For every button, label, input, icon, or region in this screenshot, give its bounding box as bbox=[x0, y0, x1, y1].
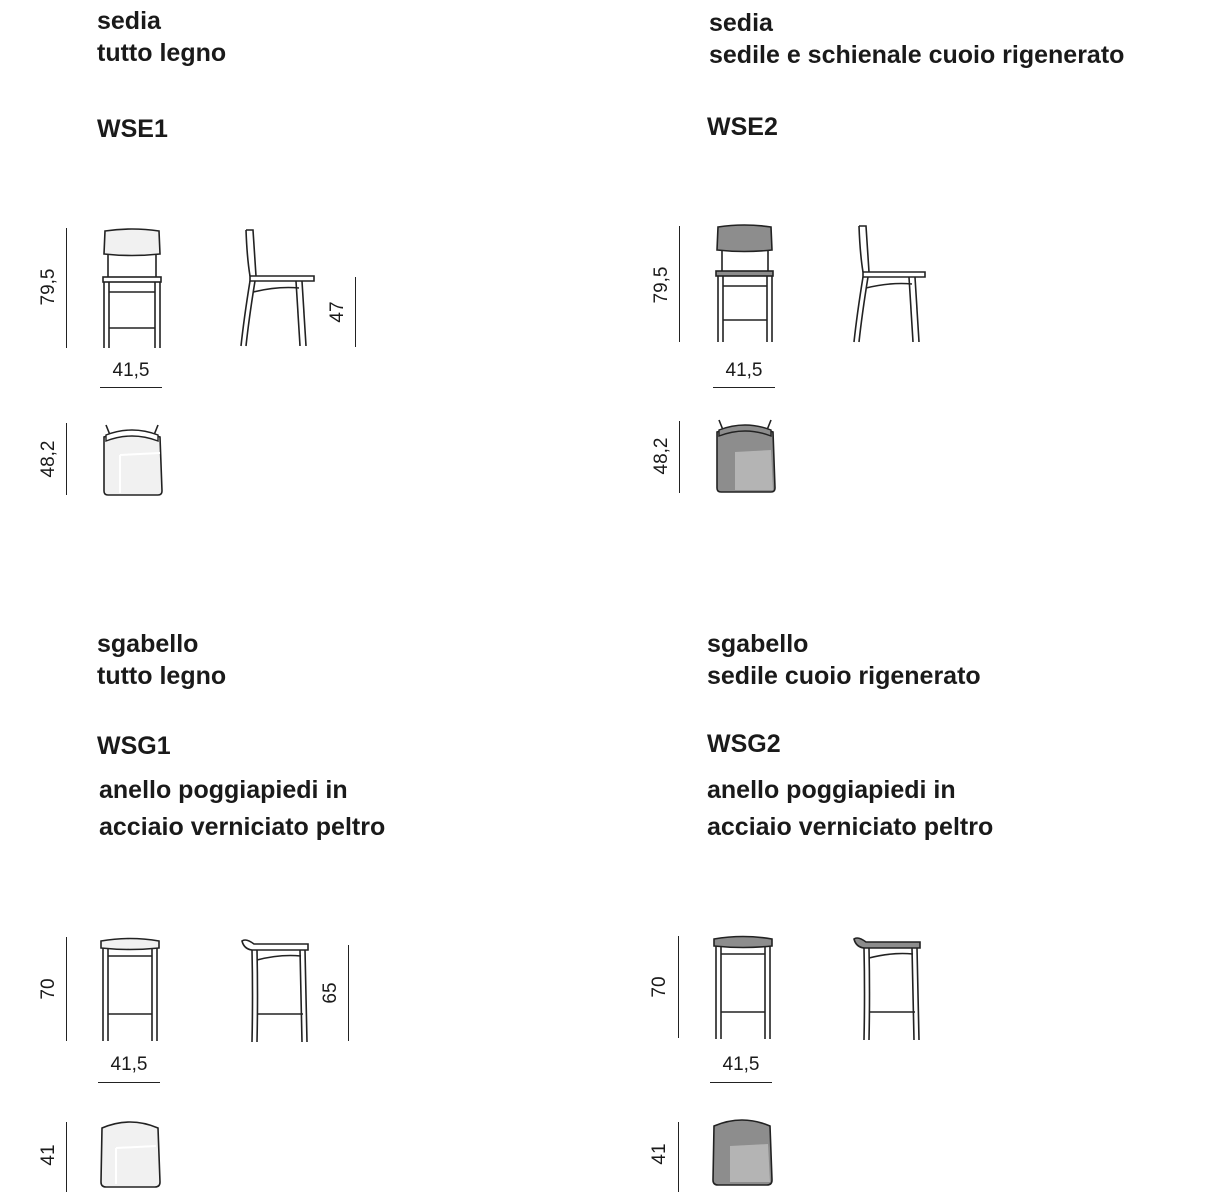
chair-top-view bbox=[713, 418, 779, 494]
product-material-wsg1: tutto legno bbox=[97, 662, 227, 690]
depth-dimension-line bbox=[66, 1122, 67, 1192]
depth-dimension-label: 48,2 bbox=[38, 440, 59, 478]
product-note-line1-wsg1: anello poggiapiedi in bbox=[99, 776, 348, 804]
width-dimension-label: 41,5 bbox=[110, 1054, 148, 1075]
product-code-wse1: WSE1 bbox=[97, 115, 168, 143]
product-note-line2-wsg2: acciaio verniciato peltro bbox=[707, 813, 994, 841]
product-type-wsg2: sgabello bbox=[707, 630, 809, 658]
depth-dimension-label: 41 bbox=[38, 1144, 59, 1166]
width-dimension-line bbox=[710, 1082, 772, 1083]
seat-height-dimension-line bbox=[348, 945, 349, 1041]
depth-dimension-line bbox=[678, 1122, 679, 1192]
height-dimension-line bbox=[66, 228, 67, 348]
stool-front-view bbox=[98, 936, 164, 1044]
stool-top-view bbox=[98, 1118, 164, 1190]
seat-height-dimension-label: 65 bbox=[320, 982, 341, 1004]
product-material-wsg2: sedile cuoio rigenerato bbox=[707, 662, 981, 690]
width-dimension-line bbox=[713, 387, 775, 388]
height-dimension-line bbox=[66, 937, 67, 1041]
width-dimension-label: 41,5 bbox=[112, 360, 150, 381]
depth-dimension-label: 48,2 bbox=[651, 437, 672, 475]
width-dimension-label: 41,5 bbox=[722, 1054, 760, 1075]
product-type-wse2: sedia bbox=[709, 9, 773, 37]
height-dimension-label: 70 bbox=[649, 976, 670, 998]
height-dimension-line bbox=[679, 226, 680, 342]
chair-front-view bbox=[100, 228, 166, 350]
width-dimension-line bbox=[98, 1082, 160, 1083]
product-code-wse2: WSE2 bbox=[707, 113, 778, 141]
depth-dimension-line bbox=[66, 423, 67, 495]
stool-side-view bbox=[240, 936, 312, 1044]
stool-top-view bbox=[710, 1116, 776, 1188]
height-dimension-line bbox=[678, 936, 679, 1038]
product-material-wse1: tutto legno bbox=[97, 39, 227, 67]
product-code-wsg2: WSG2 bbox=[707, 730, 781, 758]
product-note-line2-wsg1: acciaio verniciato peltro bbox=[99, 813, 386, 841]
chair-side-view bbox=[238, 228, 318, 350]
height-dimension-label: 79,5 bbox=[38, 268, 59, 306]
height-dimension-label: 79,5 bbox=[651, 266, 672, 304]
chair-side-view bbox=[851, 224, 931, 346]
product-material-wse2: sedile e schienale cuoio rigenerato bbox=[709, 41, 1125, 69]
product-note-line1-wsg2: anello poggiapiedi in bbox=[707, 776, 956, 804]
width-dimension-line bbox=[100, 387, 162, 388]
seat-height-dimension-label: 47 bbox=[327, 301, 348, 323]
stool-front-view bbox=[711, 934, 777, 1042]
height-dimension-label: 70 bbox=[38, 978, 59, 1000]
chair-top-view bbox=[100, 423, 166, 497]
product-type-wsg1: sgabello bbox=[97, 630, 199, 658]
stool-side-view bbox=[852, 934, 924, 1042]
seat-height-dimension-line bbox=[355, 277, 356, 347]
chair-front-view bbox=[714, 224, 780, 346]
width-dimension-label: 41,5 bbox=[725, 360, 763, 381]
depth-dimension-line bbox=[679, 421, 680, 493]
product-type-wse1: sedia bbox=[97, 7, 161, 35]
product-code-wsg1: WSG1 bbox=[97, 732, 171, 760]
depth-dimension-label: 41 bbox=[649, 1143, 670, 1165]
